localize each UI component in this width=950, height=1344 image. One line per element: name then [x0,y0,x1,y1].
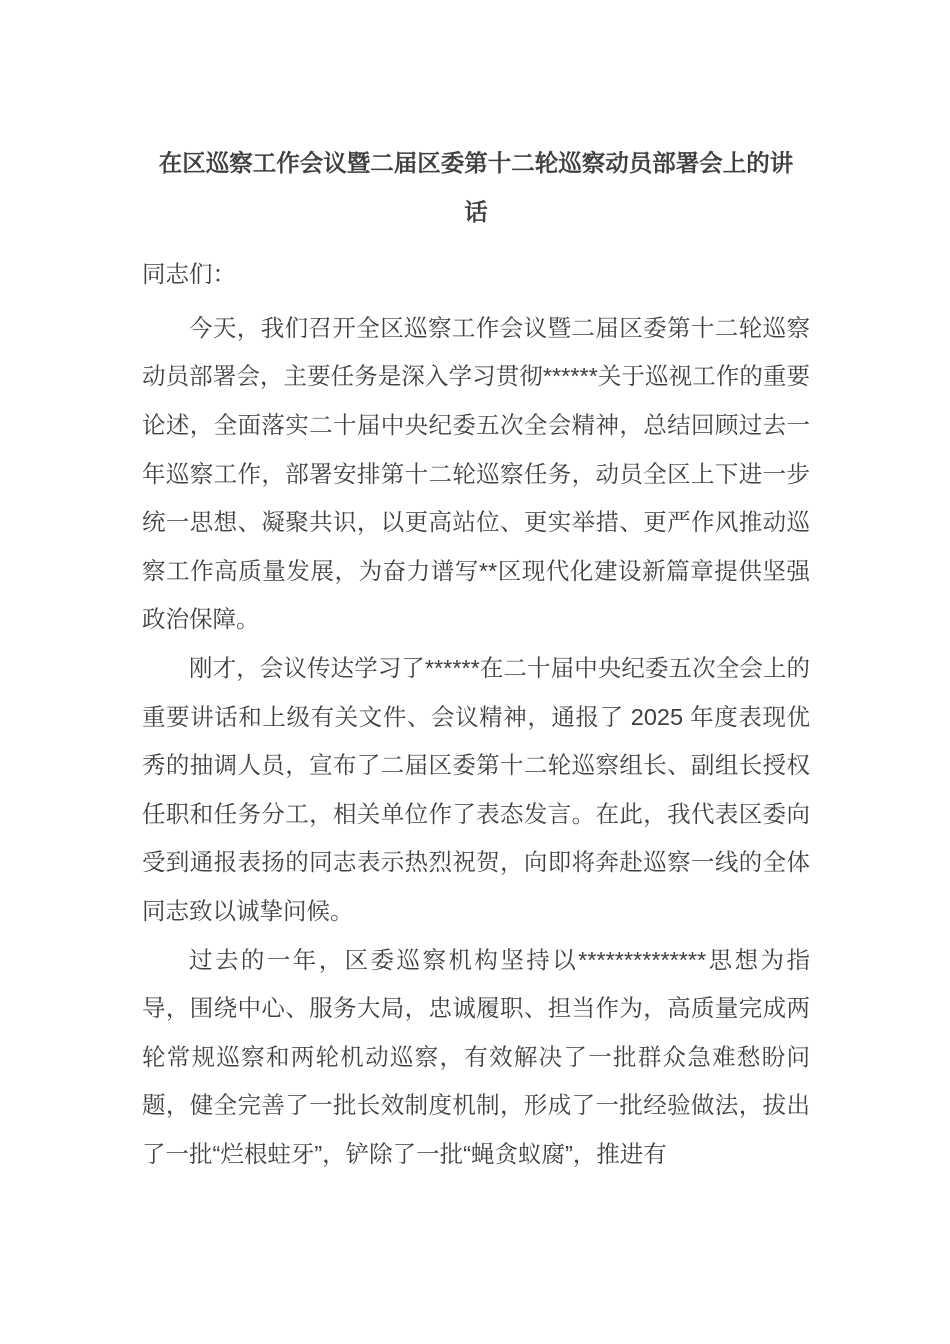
salutation: 同志们： [142,261,236,288]
document-content [142,139,810,1178]
paragraph: 今天，我们召开全区巡察工作会议暨二届区委第十二轮巡察动员部署会，主要任务是深入学习贯彻******关于巡视工作的重要论述，全面落实二十届中央纪委五次全会精神，总结回顾过去一年巡察工作，部署安排第十二轮巡察任务，动员全区上下进一步统一思想、凝聚共识，以更高站位、更实举措、更严作风推动巡察工作高质量发展，为奋力谱写**区现代化建设新篇章提供坚强政治保障。 [142,314,810,633]
document-title: 在区巡察工作会议暨二届区委第十二轮巡察动员部署会上的讲话 [158,150,794,225]
paragraph: 过去的一年，区委巡察机构坚持以**************思想为指导，围绕中心、服务大局，忠诚履职、担当作为，高质量完成两轮常规巡察和两轮机动巡察，有效解决了一批群众急难愁盼问题，健全完善了一批长效制度机制，形成了一批经验做法，拔出了一批“烂根蛀牙”，铲除了一批“蝇贪蚁腐”，推进有 [142,946,810,1167]
document-body [142,304,810,1179]
paragraph: 刚才，会议传达学习了******在二十届中央纪委五次全会上的重要讲话和上级有关文件、会议精神，通报了 2025 年度表现优秀的抽调人员，宣布了二届区委第十二轮巡察组长、副组长授权任职和任务分工，相关单位作了表态发言。在此，我代表区委向受到通报表扬的同志表示热烈祝贺，向即将奔赴巡察一线的全体同志致以诚挚问候。 [142,654,810,924]
